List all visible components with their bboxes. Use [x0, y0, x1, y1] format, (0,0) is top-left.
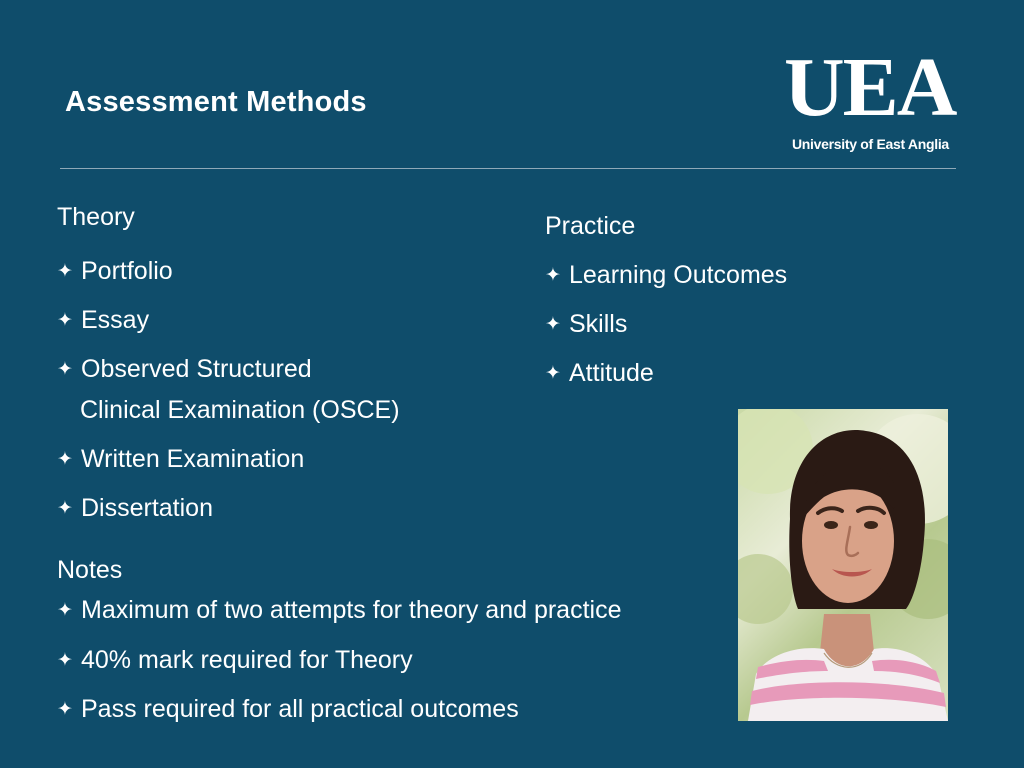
- logo-letters: UEA: [784, 41, 956, 134]
- theory-item-dissertation: ✦ Dissertation: [57, 494, 213, 522]
- theory-item-osce: ✦ Observed Structured: [57, 355, 312, 383]
- theory-item-osce-continuation: Clinical Examination (OSCE): [80, 396, 400, 424]
- student-photo: [738, 409, 948, 721]
- notes-item-theory-mark: ✦ 40% mark required for Theory: [57, 646, 413, 674]
- star-bullet-icon: ✦: [57, 310, 73, 331]
- star-bullet-icon: ✦: [57, 600, 73, 621]
- star-bullet-icon: ✦: [545, 314, 561, 335]
- star-bullet-icon: ✦: [57, 650, 73, 671]
- notes-heading: Notes: [57, 556, 123, 584]
- practice-item-attitude: ✦ Attitude: [545, 359, 654, 387]
- theory-item-portfolio: ✦ Portfolio: [57, 257, 173, 285]
- theory-item-essay: ✦ Essay: [57, 306, 150, 334]
- star-bullet-icon: ✦: [57, 449, 73, 470]
- notes-item-attempts: ✦ Maximum of two attempts for theory and practice: [57, 596, 622, 624]
- star-bullet-icon: ✦: [545, 265, 561, 286]
- star-bullet-icon: ✦: [57, 359, 73, 380]
- practice-item-skills: ✦ Skills: [545, 310, 628, 338]
- uea-logo: [784, 41, 960, 156]
- practice-item-learning-outcomes: ✦ Learning Outcomes: [545, 261, 788, 289]
- star-bullet-icon: ✦: [545, 363, 561, 384]
- title-divider: [60, 168, 956, 169]
- star-bullet-icon: ✦: [57, 261, 73, 282]
- notes-item-practical-pass: ✦ Pass required for all practical outcomes: [57, 695, 519, 723]
- slide-title: Assessment Methods: [65, 86, 367, 118]
- theory-item-written-examination: ✦ Written Examination: [57, 445, 305, 473]
- student-portrait-image: [738, 409, 948, 721]
- star-bullet-icon: ✦: [57, 498, 73, 519]
- logo-university-name: University of East Anglia: [792, 136, 949, 152]
- star-bullet-icon: ✦: [57, 699, 73, 720]
- theory-heading: Theory: [57, 203, 135, 231]
- practice-heading: Practice: [545, 212, 636, 240]
